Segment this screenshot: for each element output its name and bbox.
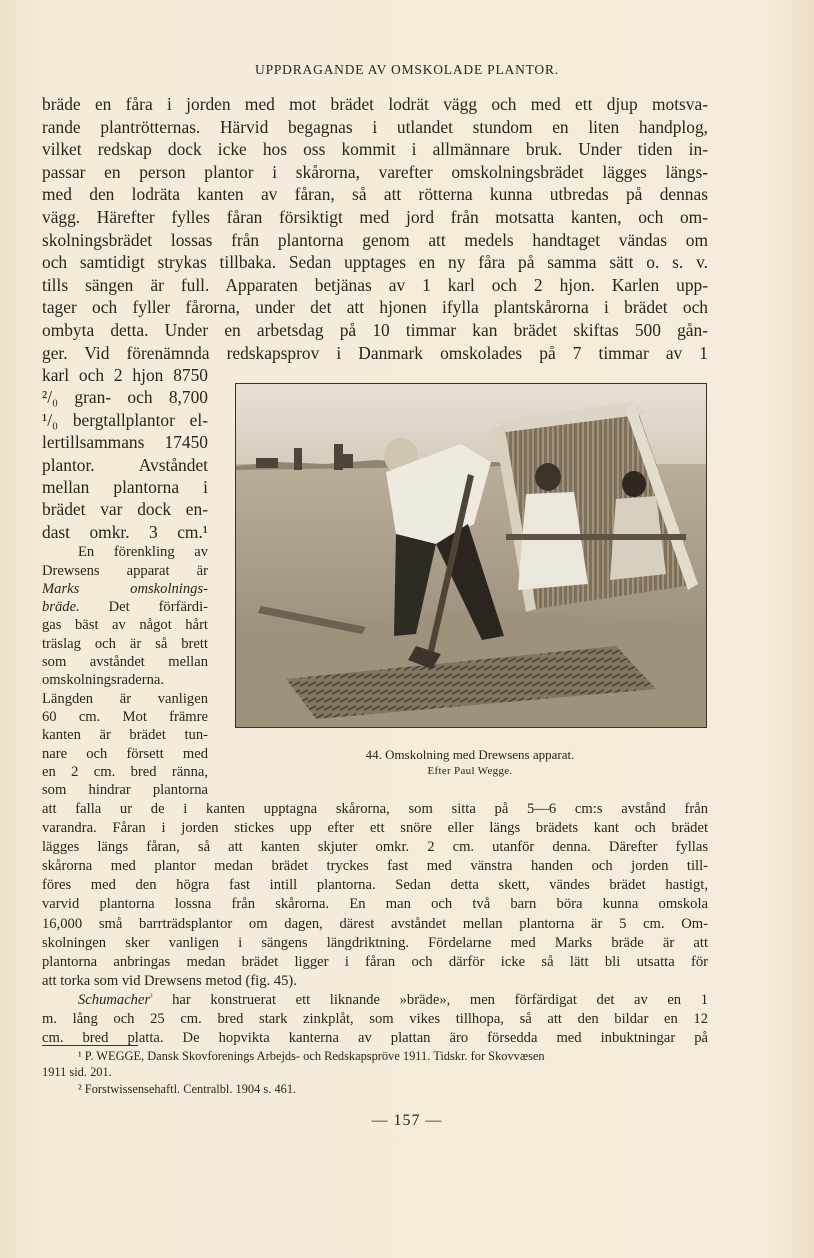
text-line: varvid plantorna lossna från skårorna. En man och två barn böra kunna omskola: [42, 896, 708, 913]
italic-term: Marks omskolnings-: [42, 580, 208, 597]
text-line: plantorna anbringas medan brädet ligger i fåran och därför icke så lätt bli utsatta för: [42, 953, 708, 970]
italic-term: bräde.: [42, 599, 80, 616]
text-line: ombyta detta. Under en arbetsdag på 10 timmar kan brädet skiftas 500 gån-: [42, 319, 708, 340]
lower-paragraph: [42, 800, 708, 1048]
footnotes: [42, 1048, 708, 1097]
caption-credit: Efter Paul Wegge.: [427, 765, 513, 777]
text-line: rande plantrötternas. Härvid begagnas i utlandet stundom en liten handplog,: [42, 116, 708, 137]
text-line: omskolningsraderna.: [42, 672, 164, 689]
text-line: 16,000 små barrträdsplantor om dagen, därest avståndet mellan plantorna är 5 cm. Om-: [42, 915, 708, 932]
text-line: med den lodräta kanten av fåran, så att rötterna kunna utbredas på dennas: [42, 184, 708, 205]
text-line: kanten är brädet tun-: [42, 727, 208, 744]
text-line: Schumacher$^{^2}$ har konstruerat ett liknande »bräde», men förfärdigat det av en 1: [78, 991, 708, 1008]
side-column-large: [42, 364, 208, 543]
footnote-line: ² Forstwissensehaftl. Centralbl. 1904 s. 461.: [78, 1081, 297, 1096]
text-line: en 2 cm. bred ränna,: [42, 763, 208, 780]
text-line: att falla ur de i kanten upptagna skårorna, som sitta på 5—6 cm:s avstånd från: [42, 801, 708, 817]
top-paragraph: [42, 93, 708, 364]
text-line: bräde en fåra i jorden med mot brädet lodrät vägg och med ett djup motsva-: [42, 94, 708, 114]
footnote-rule: [42, 1045, 138, 1046]
text-line: bräde. Det förfärdi-: [42, 599, 208, 616]
text-line: ²/₀ gran- och 8,700: [42, 387, 208, 408]
text-line: Längden är vanligen: [42, 690, 208, 707]
text-line: En förenkling av: [78, 544, 208, 561]
text-line: som avståndet mellan: [42, 654, 208, 671]
text-line: som hindrar plantorna: [42, 782, 208, 799]
figure-caption: [235, 746, 705, 780]
running-head: UPPDRAGANDE AV OMSKOLADE PLANTOR.: [255, 62, 559, 77]
text-line: träslag och är så brett: [42, 635, 208, 652]
text-line: mellan plantorna i: [42, 477, 208, 498]
footnote-line: 1911 sid. 201.: [42, 1065, 112, 1080]
text-line: vägg. Härefter fylles fåran försiktigt med jord från motsatta kanten, och om-: [42, 206, 708, 227]
text-line: vilket redskap dock icke hos oss kommit i allmännare bruk. Under tiden in-: [42, 139, 708, 160]
text-line: föres med den högra fast intill plantorna. Sedan detta skett, vändes brädet hastigt,: [42, 877, 708, 894]
text-line: Drewsens apparat är: [42, 562, 208, 579]
text-line: varandra. Fåran i jorden stickes upp efter ett snöre eller längs brädets kant och brädet: [42, 820, 708, 837]
text-line: nare och försett med: [42, 745, 208, 762]
text-line: att torka som vid Drewsens metod (fig. 45).: [42, 972, 297, 989]
text-line: 60 cm. Mot främre: [42, 708, 208, 725]
text-line: lertillsammans 17450: [42, 432, 208, 453]
text-line: ¹/₀ bergtallplantor el-: [42, 409, 208, 430]
text-line: skolningsbrädet lossas från plantorna genom att medels handtaget vändas om: [42, 229, 708, 250]
text-line: och samtidigt strykas tillbaka. Sedan upptages en ny fåra på samma sätt o. s. v.: [42, 252, 708, 273]
text-line: plantor. Avståndet: [42, 454, 208, 475]
text-line: gas bäst av något hårt: [42, 617, 208, 634]
photo-illustration: [236, 384, 706, 727]
footnote-line: ¹ P. WEGGE, Dansk Skovforenings Arbejds- och Redskapspröve 1911. Tidskr. for Skovvæsen: [78, 1049, 545, 1063]
text-line: skolningen sker vanligen i sängens längdriktning. Fördelarne med Marks bräde är att: [42, 934, 708, 951]
footnote-marker: ²: [150, 992, 153, 1002]
text-line: brädet var dock en-: [42, 499, 208, 520]
text-line: tills sängen är full. Apparaten betjänas av 1 karl och 2 hjon. Karlen upp-: [42, 274, 708, 295]
author-name: Schumacher: [78, 991, 151, 1008]
text-line: dast omkr. 3 cm.¹: [42, 521, 208, 542]
text-line: passar en person plantor i skårorna, varefter omskolningsbrädet lägges längs-: [42, 161, 708, 182]
text-line: [42, 580, 208, 598]
text-line: karl och 2 hjon 8750: [42, 365, 208, 385]
side-column: [42, 364, 208, 799]
page-number: — 157 —: [371, 1112, 443, 1129]
text-line: skårorna med plantor medan brädet tryckes fast med vänstra handen och jorden till-: [42, 858, 708, 875]
side-column-small: [42, 543, 208, 799]
caption-text: 44. Omskolning med Drewsens apparat.: [365, 747, 575, 762]
text-line: lägges längs fåran, så att kanten skjuter omkr. 2 cm. utanför denna. Därefter fyllas: [42, 839, 708, 856]
text-line: ger. Vid förenämnda redskapsprov i Danmark omskolades på 7 timmar av 1: [42, 342, 708, 363]
text-line: m. lång och 25 cm. bred stark zinkplåt, som vikes tillhopa, så att den bildar en 12: [42, 1011, 708, 1028]
figure-photo: [235, 383, 707, 728]
text-line: cm. bred platta. De hopvikta kanterna av plattan äro försedda med inbuktningar på: [42, 1030, 708, 1047]
text-line: tager och fyller fårorna, under det att hjonen ifylla plantskårorna i brädet och: [42, 297, 708, 318]
